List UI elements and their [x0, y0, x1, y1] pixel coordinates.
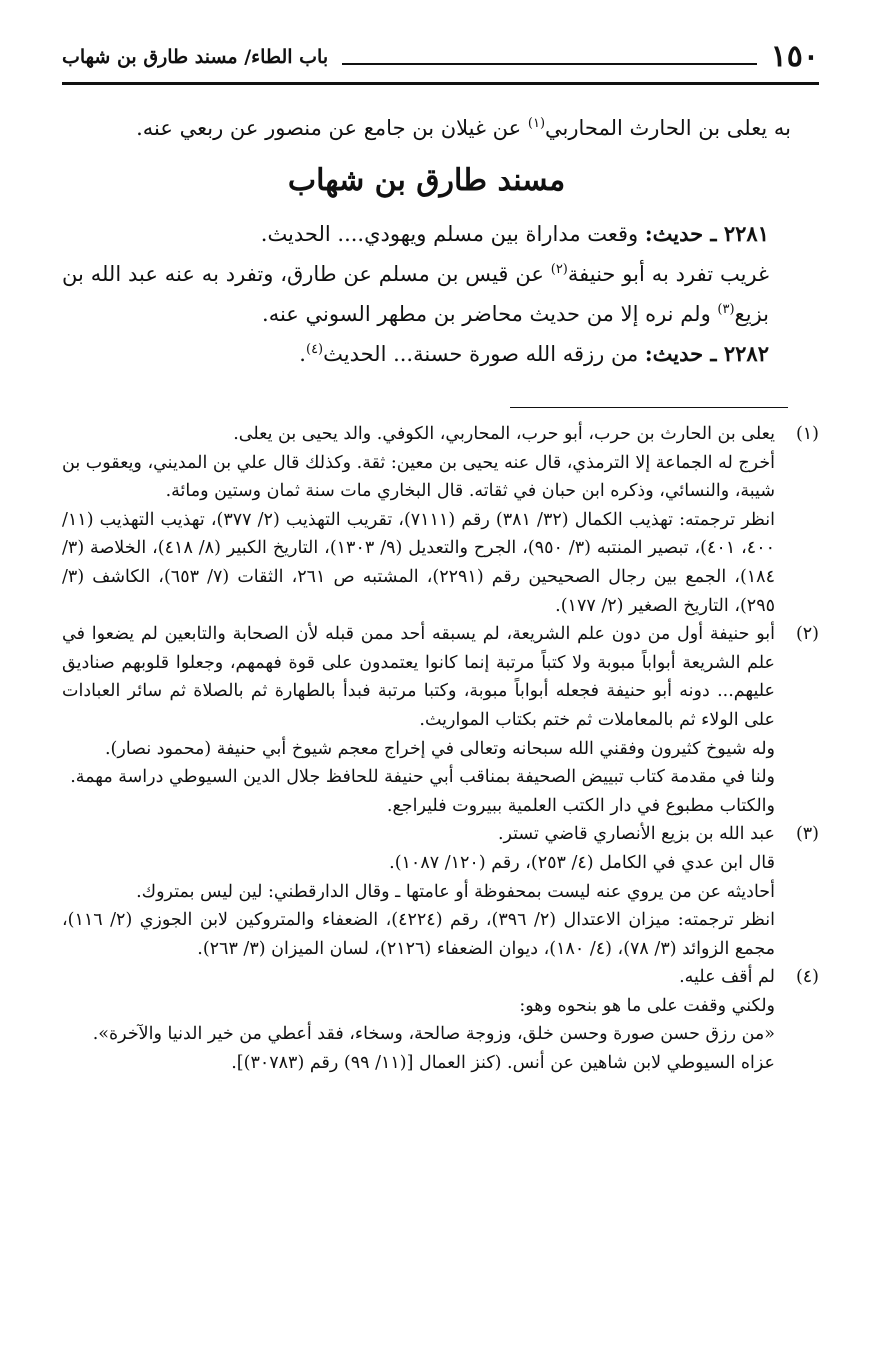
footnote-text: أخرج له الجماعة إلا الترمذي، قال عنه يحيى بن معين: ثقة. وكذلك قال علي بن المديني، ويعقوب بن شيبة، والنسائي، وذكره ابن حبان في ثقاته. قال البخاري مات سنة ثمان وستين ومائة. [62, 452, 775, 502]
section-title: مسند طارق بن شهاب [287, 163, 566, 198]
footnote-text: أبو حنيفة أول من دون علم الشريعة، لم يسبقه أحد ممن قبله لأن الصحابة والتابعين لم يضعوا في علم الشريعة أبواباً مبوبة ولا كتباً مرتبة إنما كانوا يعتمدون على قوة فهمهم، وجعلوا قلوبهم صناديق عليهم... دونه أبو حنيفة فجعله أبواباً مبوبة، وكتبا مرتبة فبدأ بالطهارة ثم بالصلاة ثم سائر العبادات على الولاء ثم بالمعاملات ثم ختم بكتاب المواريث. [62, 624, 775, 730]
footnote-text: ولكني وقفت على ما هو بنحوه وهو: [519, 995, 775, 1016]
footnotes [62, 420, 819, 1078]
main-text [62, 108, 791, 374]
hadith-2282: ٢٢٨٢ ـ حديث: من رزقه الله صورة حسنة... الحديث$^{(٤)}$. [299, 341, 769, 366]
intro-line: به يعلى بن الحارث المحاربي$^{(١)}$ عن غيلان بن جامع عن منصور عن ربعي عنه. [136, 116, 791, 140]
footnote-text: عبد الله بن بزيع الأنصاري قاضي تستر. [497, 824, 775, 845]
footnote-text: والكتاب مطبوع في دار الكتب العلمية ببيروت فليراجع. [386, 795, 775, 816]
footnote-number: (١) [795, 424, 819, 444]
footnote-4 [62, 963, 819, 1077]
header-rule [62, 82, 819, 85]
footnote-text: يعلى بن الحارث بن حرب، أبو حرب، المحاربي، الكوفي. والد يحيى بن يعلى. [233, 424, 775, 444]
footnote-text: ولنا في مقدمة كتاب تبييض الصحيفة بمناقب أبي حنيفة للحافظ جلال الدين السيوطي دراسة مهمة. [70, 767, 775, 788]
footnote-text: انظر ترجمته: تهذيب الكمال (٣٢/ ٣٨١) رقم (٧١١١)، تقريب التهذيب (٢/ ٣٧٧)، تهذيب التهذيب (١١/ ٤٠٠، ٤٠١)، تبصير المنتبه (٣/ ٩٥٠)، الجرح والتعديل (٩/ ١٣٠٣)، التاريخ الكبير (٨/ ٤١٨)، الخلاصة (٣/ ١٨٤)، الجمع بين رجال الصحيحين رقم (٢٢٩١)، المشتبه ص ٢٦١، الثقات (٧/ ٦٥٣)، الكاشف (٣/ ٢٩٥)، التاريخ الصغير (٢/ ١٧٧). [62, 509, 775, 616]
footnote-number: (٣) [795, 824, 819, 845]
page-number: ١٥٠ [770, 39, 819, 74]
footnote-text: لم أقف عليه. [679, 967, 775, 988]
footnote-3 [62, 820, 819, 963]
footnote-ref-1[interactable]: (١) [527, 116, 546, 131]
footnote-1 [62, 420, 819, 620]
hadith-label: ٢٢٨٢ ـ حديث: [644, 341, 769, 366]
footnote-2 [62, 620, 819, 820]
footnote-text: وله شيوخ كثيرون وفقني الله سبحانه وتعالى في إخراج معجم شيوخ أبي حنيفة (محمود نصار). [104, 738, 775, 759]
footnote-ref-2[interactable]: (٢) [550, 262, 568, 277]
commentary-paragraph: غريب تفرد به أبو حنيفة$^{(٢)}$ عن قيس بن مسلم عن طارق، وتفرد به عنه عبد الله بن بزيع$^{(٣)}$ ولم نره إلا من حديث محاضر بن مطهر السوني عنه. [62, 262, 769, 326]
footnote-text: قال ابن عدي في الكامل (٤/ ٢٥٣)، رقم (١٢٠/ ١٠٨٧). [389, 852, 775, 873]
footnote-number: (٢) [795, 624, 819, 645]
footnote-text: عزاه السيوطي لابن شاهين عن أنس. (كنز العمال [(١١/ ٩٩) رقم (٣٠٧٨٣)]. [231, 1053, 775, 1074]
footnote-text: انظر ترجمته: ميزان الاعتدال (٢/ ٣٩٦)، رقم (٤٢٢٤)، الضعفاء والمتروكين لابن الجوزي (٢/ ١١٦)، مجمع الزوائد (٣/ ٧٨)، (٤/ ١٨٠)، ديوان الضعفاء (٢١٢٦)، لسان الميزان (٣/ ٢٦٣). [62, 910, 775, 959]
hadith-label: ٢٢٨١ ـ حديث: [644, 221, 769, 246]
running-title: باب الطاء/ مسند طارق بن شهاب [62, 46, 329, 68]
footnote-separator [510, 407, 788, 408]
hadith-2281: ٢٢٨١ ـ حديث: وقعت مداراة بين مسلم ويهودي.... الحديث. [260, 221, 769, 246]
footnote-text: أحاديثه عن من يروي عنه ليست بمحفوظة أو عامتها ـ وقال الدارقطني: لين ليس بمتروك. [136, 881, 775, 902]
footnote-ref-4[interactable]: (٤) [305, 342, 324, 357]
footnote-ref-3[interactable]: (٣) [717, 302, 735, 317]
footnote-number: (٤) [795, 967, 819, 988]
running-header [62, 38, 819, 76]
footnote-text: «من رزق حسن صورة وحسن خلق، وزوجة صالحة، وسخاء، فقد أعطي من خير الدنيا والآخرة». [92, 1024, 775, 1045]
header-line [342, 49, 757, 65]
